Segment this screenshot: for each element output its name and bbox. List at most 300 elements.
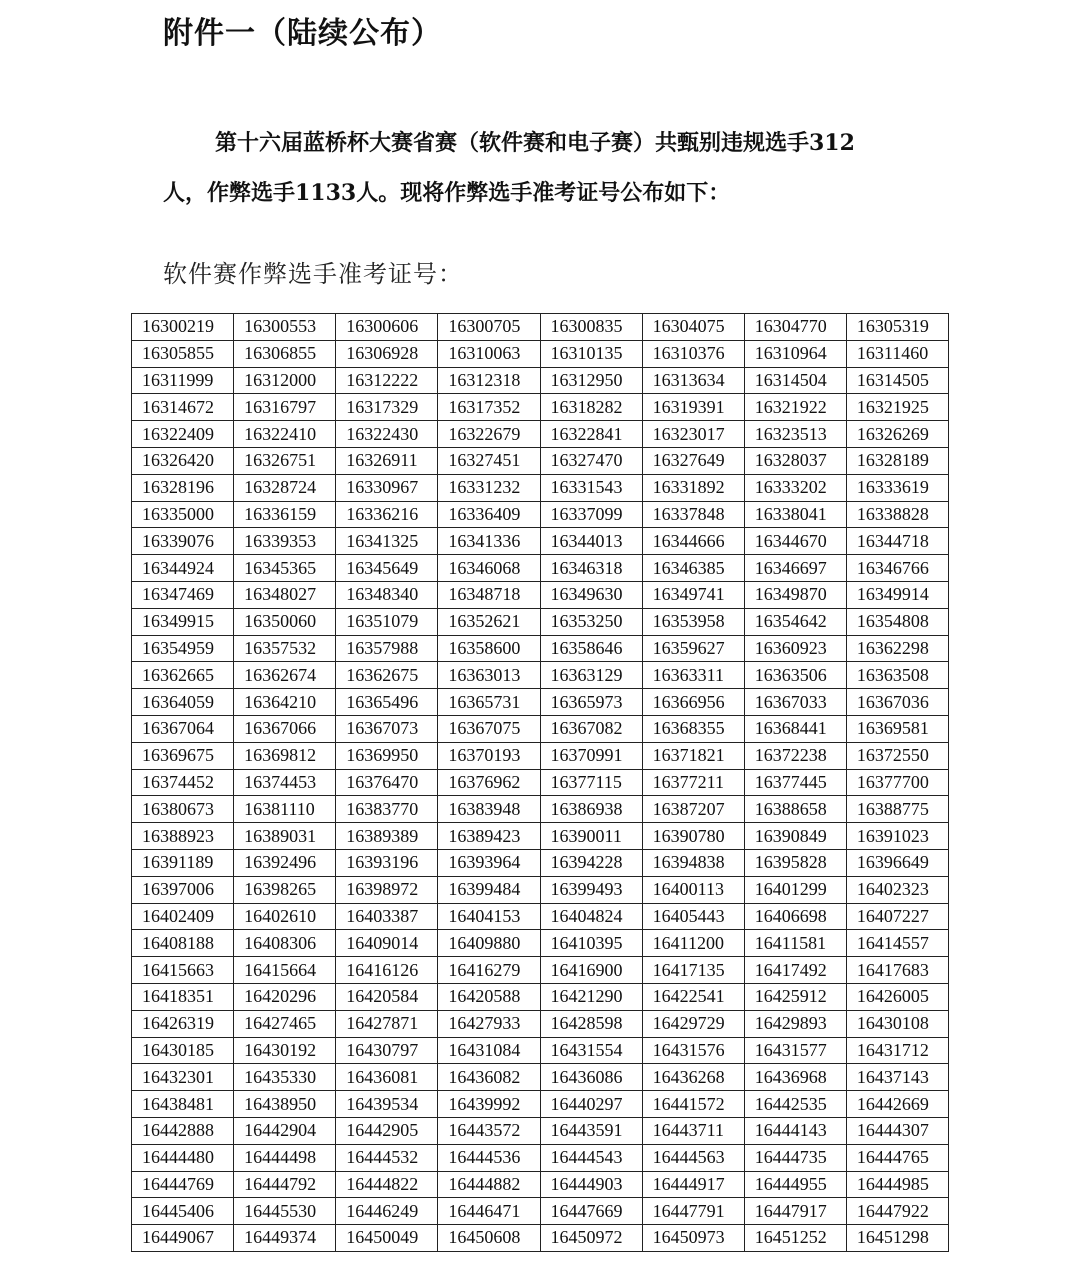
table-row <box>132 608 949 635</box>
candidate-id-cell: 16403387 <box>336 903 438 930</box>
table-row <box>132 501 949 528</box>
candidate-id-cell: 16386938 <box>540 796 642 823</box>
candidate-id-cell: 16353250 <box>540 608 642 635</box>
candidate-id-cell: 16312222 <box>336 367 438 394</box>
candidate-id-cell: 16347469 <box>132 581 234 608</box>
candidate-id-cell: 16427933 <box>438 1010 540 1037</box>
candidate-id-cell: 16383948 <box>438 796 540 823</box>
table-row <box>132 823 949 850</box>
candidate-id-cell: 16304770 <box>744 314 846 341</box>
candidate-id-cell: 16402409 <box>132 903 234 930</box>
table-row <box>132 769 949 796</box>
candidate-id-cell: 16431712 <box>846 1037 948 1064</box>
candidate-id-cell: 16337099 <box>540 501 642 528</box>
candidate-id-cell: 16336409 <box>438 501 540 528</box>
candidate-id-cell: 16305319 <box>846 314 948 341</box>
candidate-id-cell: 16398265 <box>234 876 336 903</box>
candidate-id-cell: 16362298 <box>846 635 948 662</box>
intro-paragraph-line-2: 人，作弊选手1133人。现将作弊选手准考证号公布如下： <box>163 180 731 206</box>
candidate-id-cell: 16367073 <box>336 715 438 742</box>
candidate-id-cell: 16444765 <box>846 1144 948 1171</box>
candidate-id-cell: 16431084 <box>438 1037 540 1064</box>
candidate-id-cell: 16429729 <box>642 1010 744 1037</box>
candidate-id-cell: 16450049 <box>336 1225 438 1252</box>
candidate-id-cell: 16353958 <box>642 608 744 635</box>
table-row <box>132 903 949 930</box>
candidate-id-cell: 16354959 <box>132 635 234 662</box>
candidate-id-cell: 16425912 <box>744 983 846 1010</box>
candidate-id-cell: 16321922 <box>744 394 846 421</box>
candidate-id-cell: 16344013 <box>540 528 642 555</box>
candidate-id-cell: 16393196 <box>336 849 438 876</box>
candidate-id-cell: 16450973 <box>642 1225 744 1252</box>
candidate-id-cell: 16312318 <box>438 367 540 394</box>
candidate-id-cell: 16326911 <box>336 447 438 474</box>
candidate-id-cell: 16314505 <box>846 367 948 394</box>
candidate-id-cell: 16405443 <box>642 903 744 930</box>
intro-paragraph <box>163 118 933 218</box>
candidate-id-cell: 16331543 <box>540 474 642 501</box>
candidate-id-cell: 16367033 <box>744 689 846 716</box>
candidate-id-cell: 16438481 <box>132 1091 234 1118</box>
candidate-id-cell: 16372238 <box>744 742 846 769</box>
candidate-id-cell: 16367064 <box>132 715 234 742</box>
candidate-id-cell: 16363311 <box>642 662 744 689</box>
candidate-id-cell: 16430797 <box>336 1037 438 1064</box>
candidate-id-cell: 16426005 <box>846 983 948 1010</box>
candidate-id-cell: 16300553 <box>234 314 336 341</box>
candidate-id-cell: 16415663 <box>132 957 234 984</box>
candidate-id-cell: 16427465 <box>234 1010 336 1037</box>
table-row <box>132 983 949 1010</box>
candidate-id-cell: 16431576 <box>642 1037 744 1064</box>
candidate-id-cell: 16369675 <box>132 742 234 769</box>
candidate-id-cell: 16345649 <box>336 555 438 582</box>
section-title: 软件赛作弊选手准考证号： <box>163 260 463 288</box>
candidate-id-cell: 16327649 <box>642 447 744 474</box>
candidate-id-cell: 16444985 <box>846 1171 948 1198</box>
candidate-id-cell: 16305855 <box>132 340 234 367</box>
candidate-id-cell: 16409880 <box>438 930 540 957</box>
candidate-id-cell: 16394838 <box>642 849 744 876</box>
candidate-id-cell: 16396649 <box>846 849 948 876</box>
candidate-id-cell: 16345365 <box>234 555 336 582</box>
candidate-id-cell: 16367036 <box>846 689 948 716</box>
candidate-id-cell: 16360923 <box>744 635 846 662</box>
candidate-id-cell: 16417492 <box>744 957 846 984</box>
candidate-id-cell: 16369581 <box>846 715 948 742</box>
candidate-id-cell: 16444903 <box>540 1171 642 1198</box>
candidate-id-cell: 16357988 <box>336 635 438 662</box>
candidate-id-cell: 16443591 <box>540 1117 642 1144</box>
candidate-id-cell: 16415664 <box>234 957 336 984</box>
candidate-id-cell: 16354808 <box>846 608 948 635</box>
candidate-id-cell: 16322409 <box>132 421 234 448</box>
candidate-id-cell: 16438950 <box>234 1091 336 1118</box>
candidate-id-cell: 16450972 <box>540 1225 642 1252</box>
candidate-id-cell: 16446471 <box>438 1198 540 1225</box>
candidate-id-cell: 16444563 <box>642 1144 744 1171</box>
candidate-id-cell: 16393964 <box>438 849 540 876</box>
candidate-id-cell: 16406698 <box>744 903 846 930</box>
candidate-id-cell: 16422541 <box>642 983 744 1010</box>
candidate-id-cell: 16442904 <box>234 1117 336 1144</box>
candidate-id-cell: 16444532 <box>336 1144 438 1171</box>
table-row <box>132 528 949 555</box>
candidate-id-cell: 16410395 <box>540 930 642 957</box>
candidate-id-cell: 16436968 <box>744 1064 846 1091</box>
candidate-id-cell: 16435330 <box>234 1064 336 1091</box>
table-row <box>132 1037 949 1064</box>
candidate-id-cell: 16401299 <box>744 876 846 903</box>
candidate-id-cell: 16444307 <box>846 1117 948 1144</box>
candidate-id-cell: 16377211 <box>642 769 744 796</box>
candidate-id-cell: 16365496 <box>336 689 438 716</box>
candidate-id-cell: 16444917 <box>642 1171 744 1198</box>
candidate-id-cell: 16389389 <box>336 823 438 850</box>
candidate-id-cell: 16344670 <box>744 528 846 555</box>
candidate-id-cell: 16370991 <box>540 742 642 769</box>
candidate-id-cell: 16420588 <box>438 983 540 1010</box>
candidate-id-cell: 16326269 <box>846 421 948 448</box>
table-row <box>132 314 949 341</box>
candidate-id-cell: 16428598 <box>540 1010 642 1037</box>
candidate-id-cell: 16414557 <box>846 930 948 957</box>
candidate-id-cell: 16411200 <box>642 930 744 957</box>
candidate-id-cell: 16436082 <box>438 1064 540 1091</box>
candidate-id-cell: 16430108 <box>846 1010 948 1037</box>
candidate-id-cell: 16366956 <box>642 689 744 716</box>
table-row <box>132 1091 949 1118</box>
candidate-id-cell: 16368441 <box>744 715 846 742</box>
candidate-id-cell: 16370193 <box>438 742 540 769</box>
candidate-id-cell: 16328196 <box>132 474 234 501</box>
candidate-id-cell: 16312000 <box>234 367 336 394</box>
candidate-id-cell: 16323017 <box>642 421 744 448</box>
candidate-id-cell: 16408188 <box>132 930 234 957</box>
candidate-id-cell: 16442905 <box>336 1117 438 1144</box>
candidate-id-cell: 16436081 <box>336 1064 438 1091</box>
candidate-id-cell: 16300219 <box>132 314 234 341</box>
candidate-id-cell: 16319391 <box>642 394 744 421</box>
intro-paragraph-line-1: 第十六届蓝桥杯大赛省赛（软件赛和电子赛）共甄别违规选手312 <box>215 130 855 156</box>
candidate-id-cell: 16369950 <box>336 742 438 769</box>
candidate-id-cell: 16368355 <box>642 715 744 742</box>
candidate-id-cell: 16436086 <box>540 1064 642 1091</box>
candidate-id-cell: 16348340 <box>336 581 438 608</box>
candidate-id-cell: 16380673 <box>132 796 234 823</box>
candidate-id-cell: 16344718 <box>846 528 948 555</box>
candidate-id-cell: 16381110 <box>234 796 336 823</box>
candidate-id-cell: 16314504 <box>744 367 846 394</box>
candidate-id-cell: 16439992 <box>438 1091 540 1118</box>
candidate-id-cell: 16402610 <box>234 903 336 930</box>
candidate-id-cell: 16322410 <box>234 421 336 448</box>
candidate-id-cell: 16377115 <box>540 769 642 796</box>
table-row <box>132 1171 949 1198</box>
candidate-id-cell: 16326751 <box>234 447 336 474</box>
table-row <box>132 930 949 957</box>
candidate-id-cell: 16341325 <box>336 528 438 555</box>
candidate-id-cell: 16437143 <box>846 1064 948 1091</box>
candidate-id-cell: 16336159 <box>234 501 336 528</box>
table-row <box>132 581 949 608</box>
candidate-id-cell: 16365973 <box>540 689 642 716</box>
candidate-id-cell: 16374452 <box>132 769 234 796</box>
candidate-id-cell: 16310964 <box>744 340 846 367</box>
candidate-id-cell: 16388775 <box>846 796 948 823</box>
candidate-id-cell: 16364059 <box>132 689 234 716</box>
candidate-id-cell: 16372550 <box>846 742 948 769</box>
candidate-id-cell: 16442888 <box>132 1117 234 1144</box>
table-row <box>132 421 949 448</box>
candidate-id-cell: 16389423 <box>438 823 540 850</box>
candidate-id-cell: 16432301 <box>132 1064 234 1091</box>
candidate-id-cell: 16447922 <box>846 1198 948 1225</box>
candidate-id-cell: 16339353 <box>234 528 336 555</box>
candidate-id-cell: 16417683 <box>846 957 948 984</box>
candidate-id-cell: 16352621 <box>438 608 540 635</box>
candidate-id-cell: 16447917 <box>744 1198 846 1225</box>
candidate-id-cell: 16442669 <box>846 1091 948 1118</box>
table-row <box>132 635 949 662</box>
candidate-id-cell: 16362665 <box>132 662 234 689</box>
candidate-id-cell: 16387207 <box>642 796 744 823</box>
candidate-id-cell: 16367075 <box>438 715 540 742</box>
candidate-id-table <box>131 313 949 1252</box>
candidate-id-cell: 16321925 <box>846 394 948 421</box>
candidate-id-cell: 16416900 <box>540 957 642 984</box>
candidate-id-cell: 16304075 <box>642 314 744 341</box>
table-row <box>132 662 949 689</box>
candidate-id-cell: 16395828 <box>744 849 846 876</box>
candidate-id-cell: 16365731 <box>438 689 540 716</box>
candidate-id-cell: 16330967 <box>336 474 438 501</box>
candidate-id-cell: 16444543 <box>540 1144 642 1171</box>
candidate-id-cell: 16444769 <box>132 1171 234 1198</box>
candidate-id-cell: 16300835 <box>540 314 642 341</box>
candidate-id-cell: 16310063 <box>438 340 540 367</box>
candidate-id-cell: 16390849 <box>744 823 846 850</box>
candidate-id-cell: 16369812 <box>234 742 336 769</box>
candidate-id-cell: 16377445 <box>744 769 846 796</box>
page-heading: 附件一（陆续公布） <box>163 16 442 51</box>
candidate-id-cell: 16436268 <box>642 1064 744 1091</box>
candidate-id-cell: 16388923 <box>132 823 234 850</box>
candidate-id-cell: 16376470 <box>336 769 438 796</box>
candidate-id-cell: 16451252 <box>744 1225 846 1252</box>
candidate-id-cell: 16313634 <box>642 367 744 394</box>
candidate-id-cell: 16445530 <box>234 1198 336 1225</box>
candidate-id-cell: 16443711 <box>642 1117 744 1144</box>
candidate-id-cell: 16427871 <box>336 1010 438 1037</box>
candidate-id-cell: 16310376 <box>642 340 744 367</box>
candidate-id-cell: 16390780 <box>642 823 744 850</box>
table-row <box>132 1010 949 1037</box>
candidate-id-cell: 16442535 <box>744 1091 846 1118</box>
candidate-id-cell: 16338041 <box>744 501 846 528</box>
candidate-id-cell: 16363506 <box>744 662 846 689</box>
candidate-id-cell: 16322679 <box>438 421 540 448</box>
candidate-id-cell: 16407227 <box>846 903 948 930</box>
candidate-id-cell: 16327451 <box>438 447 540 474</box>
candidate-id-cell: 16337848 <box>642 501 744 528</box>
candidate-id-cell: 16444480 <box>132 1144 234 1171</box>
candidate-id-cell: 16420584 <box>336 983 438 1010</box>
table-row <box>132 849 949 876</box>
candidate-id-cell: 16344666 <box>642 528 744 555</box>
candidate-id-cell: 16311999 <box>132 367 234 394</box>
candidate-id-cell: 16443572 <box>438 1117 540 1144</box>
candidate-id-cell: 16333202 <box>744 474 846 501</box>
candidate-id-cell: 16430192 <box>234 1037 336 1064</box>
candidate-id-cell: 16364210 <box>234 689 336 716</box>
candidate-id-cell: 16359627 <box>642 635 744 662</box>
candidate-id-cell: 16327470 <box>540 447 642 474</box>
candidate-id-cell: 16317329 <box>336 394 438 421</box>
candidate-id-cell: 16441572 <box>642 1091 744 1118</box>
candidate-id-cell: 16351079 <box>336 608 438 635</box>
table-row <box>132 367 949 394</box>
candidate-id-cell: 16444143 <box>744 1117 846 1144</box>
candidate-id-cell: 16349741 <box>642 581 744 608</box>
table-row <box>132 1117 949 1144</box>
candidate-id-cell: 16346385 <box>642 555 744 582</box>
candidate-id-cell: 16346068 <box>438 555 540 582</box>
candidate-id-cell: 16394228 <box>540 849 642 876</box>
candidate-id-cell: 16439534 <box>336 1091 438 1118</box>
candidate-id-cell: 16331232 <box>438 474 540 501</box>
table-row <box>132 715 949 742</box>
candidate-id-cell: 16322430 <box>336 421 438 448</box>
candidate-id-cell: 16317352 <box>438 394 540 421</box>
candidate-id-cell: 16323513 <box>744 421 846 448</box>
table-row <box>132 340 949 367</box>
table-row <box>132 394 949 421</box>
table-row <box>132 474 949 501</box>
candidate-id-cell: 16328724 <box>234 474 336 501</box>
candidate-id-cell: 16440297 <box>540 1091 642 1118</box>
candidate-id-cell: 16328189 <box>846 447 948 474</box>
candidate-id-cell: 16346766 <box>846 555 948 582</box>
candidate-id-cell: 16444735 <box>744 1144 846 1171</box>
candidate-id-cell: 16444822 <box>336 1171 438 1198</box>
candidate-id-cell: 16344924 <box>132 555 234 582</box>
candidate-id-cell: 16314672 <box>132 394 234 421</box>
candidate-id-cell: 16354642 <box>744 608 846 635</box>
table-row <box>132 555 949 582</box>
candidate-id-cell: 16399484 <box>438 876 540 903</box>
candidate-id-cell: 16408306 <box>234 930 336 957</box>
candidate-id-cell: 16389031 <box>234 823 336 850</box>
candidate-id-cell: 16409014 <box>336 930 438 957</box>
candidate-id-cell: 16416126 <box>336 957 438 984</box>
candidate-id-cell: 16349915 <box>132 608 234 635</box>
candidate-id-cell: 16447791 <box>642 1198 744 1225</box>
candidate-id-cell: 16346697 <box>744 555 846 582</box>
candidate-id-cell: 16431554 <box>540 1037 642 1064</box>
candidate-id-cell: 16326420 <box>132 447 234 474</box>
candidate-id-cell: 16444498 <box>234 1144 336 1171</box>
candidate-id-cell: 16451298 <box>846 1225 948 1252</box>
candidate-id-cell: 16398972 <box>336 876 438 903</box>
candidate-id-cell: 16300606 <box>336 314 438 341</box>
candidate-id-cell: 16362674 <box>234 662 336 689</box>
candidate-id-cell: 16445406 <box>132 1198 234 1225</box>
candidate-id-cell: 16336216 <box>336 501 438 528</box>
candidate-id-cell: 16421290 <box>540 983 642 1010</box>
candidate-id-cell: 16312950 <box>540 367 642 394</box>
candidate-id-cell: 16444882 <box>438 1171 540 1198</box>
candidate-id-cell: 16363013 <box>438 662 540 689</box>
candidate-id-cell: 16404824 <box>540 903 642 930</box>
table-row <box>132 1198 949 1225</box>
candidate-id-cell: 16363129 <box>540 662 642 689</box>
candidate-id-cell: 16383770 <box>336 796 438 823</box>
candidate-id-cell: 16316797 <box>234 394 336 421</box>
candidate-id-cell: 16339076 <box>132 528 234 555</box>
candidate-id-cell: 16328037 <box>744 447 846 474</box>
candidate-id-cell: 16357532 <box>234 635 336 662</box>
candidate-id-cell: 16449067 <box>132 1225 234 1252</box>
candidate-id-cell: 16311460 <box>846 340 948 367</box>
candidate-id-cell: 16417135 <box>642 957 744 984</box>
candidate-id-cell: 16447669 <box>540 1198 642 1225</box>
candidate-id-cell: 16450608 <box>438 1225 540 1252</box>
candidate-id-cell: 16367066 <box>234 715 336 742</box>
table-row <box>132 742 949 769</box>
table-row <box>132 447 949 474</box>
candidate-id-cell: 16333619 <box>846 474 948 501</box>
candidate-id-cell: 16444792 <box>234 1171 336 1198</box>
candidate-id-cell: 16358646 <box>540 635 642 662</box>
candidate-id-cell: 16449374 <box>234 1225 336 1252</box>
candidate-id-cell: 16388658 <box>744 796 846 823</box>
candidate-id-cell: 16399493 <box>540 876 642 903</box>
candidate-id-table-body <box>132 314 949 1252</box>
candidate-id-cell: 16300705 <box>438 314 540 341</box>
table-row <box>132 796 949 823</box>
candidate-id-cell: 16397006 <box>132 876 234 903</box>
candidate-id-cell: 16374453 <box>234 769 336 796</box>
candidate-id-cell: 16444955 <box>744 1171 846 1198</box>
candidate-id-cell: 16346318 <box>540 555 642 582</box>
candidate-id-cell: 16376962 <box>438 769 540 796</box>
candidate-id-cell: 16371821 <box>642 742 744 769</box>
candidate-id-cell: 16310135 <box>540 340 642 367</box>
candidate-id-cell: 16306855 <box>234 340 336 367</box>
candidate-id-cell: 16349870 <box>744 581 846 608</box>
candidate-id-cell: 16420296 <box>234 983 336 1010</box>
candidate-id-cell: 16377700 <box>846 769 948 796</box>
candidate-id-cell: 16392496 <box>234 849 336 876</box>
candidate-id-cell: 16391023 <box>846 823 948 850</box>
candidate-id-cell: 16363508 <box>846 662 948 689</box>
candidate-id-cell: 16390011 <box>540 823 642 850</box>
table-row <box>132 689 949 716</box>
candidate-id-cell: 16418351 <box>132 983 234 1010</box>
candidate-id-cell: 16416279 <box>438 957 540 984</box>
candidate-id-cell: 16404153 <box>438 903 540 930</box>
candidate-id-cell: 16446249 <box>336 1198 438 1225</box>
candidate-id-cell: 16431577 <box>744 1037 846 1064</box>
candidate-id-cell: 16306928 <box>336 340 438 367</box>
candidate-id-cell: 16391189 <box>132 849 234 876</box>
candidate-id-cell: 16362675 <box>336 662 438 689</box>
candidate-id-cell: 16335000 <box>132 501 234 528</box>
table-row <box>132 876 949 903</box>
candidate-id-cell: 16400113 <box>642 876 744 903</box>
